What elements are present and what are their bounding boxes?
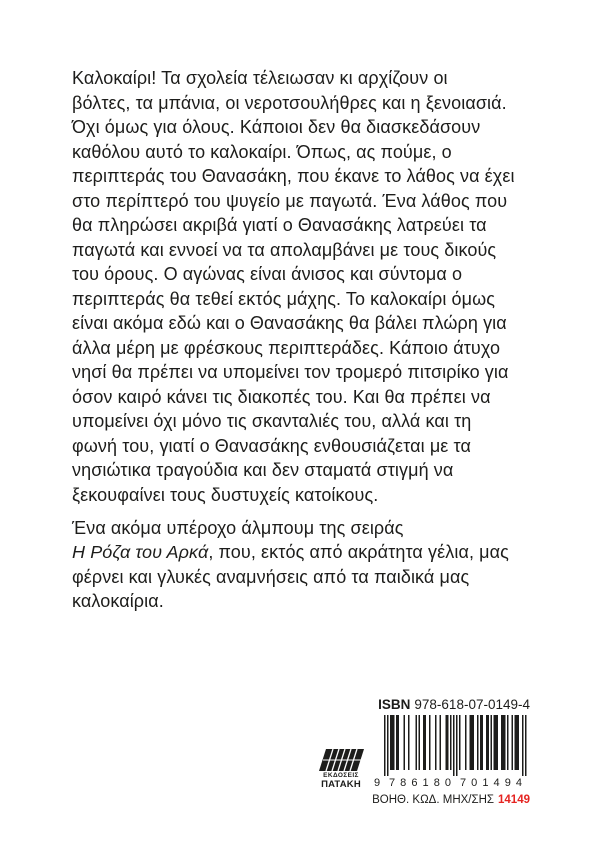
isbn [378,697,530,713]
barcode-bar [396,715,399,770]
barcode-guard-bar [387,715,389,776]
blurb-line: καλοκαίρια. [72,591,164,611]
blurb-line: θα πληρώσει ακριβά γιατί ο Θανασάκης λατρεύει τα [72,215,487,235]
barcode-right-digits: 701494 [460,777,522,789]
blurb-paragraph-2 [72,516,515,614]
blurb [72,66,515,614]
barcode-bar [465,715,467,770]
barcode-guard-bar [456,715,458,776]
barcode-bar [440,715,442,770]
blurb-line: φέρνει και γλυκές αναμνήσεις από τα παιδικά μας [72,566,470,587]
barcode-bar [423,715,426,770]
blurb-line: παγωτά και εννοεί να τα απολαμβάνει με τους δικούς [72,239,497,260]
blurb-line: είναι ακόμα εδώ και ο Θανασάκης θα βάλει πλώρη για [72,313,507,333]
blurb-line: υπομείνει όχι μόνο τις σκανταλιές του, αλλά και τη [72,411,472,431]
blurb-paragraph-1 [72,66,515,507]
barcode-bar [512,715,514,770]
blurb-line: ξεκουφαίνει τους δυστυχείς κατοίκους. [72,484,379,505]
barcode-bar [486,715,489,770]
blurb-line: του όρους. Ο αγώνας είναι άνισος και σύντομα ο [72,264,463,284]
barcode-guard-bar [453,715,455,776]
blurb-line: Ένα ακόμα υπέροχο άλμπουμ της σειράς [72,517,404,538]
blurb-line: όσον καιρό κάνει τις διακοπές του. Και θα πρέπει να [72,386,491,407]
barcode-leading-digit: 9 [374,777,381,789]
barcode-bar [480,715,483,770]
blurb-line: καθόλου αυτό το καλοκαίρι. Όπως, ας πούμε, ο [72,141,452,162]
barcode-left-digits: 786180 [389,777,451,789]
barcode-bar [390,715,395,770]
blurb-line: άλλα μέρη με φρέσκους περιπτεράδες. Κάποιο άτυχο [72,337,501,358]
barcode-bar [459,715,461,770]
barcode-bar [470,715,475,770]
series-title: Η Ρόζα του Αρκά [72,542,209,562]
publisher-name-line-2: ΠΑΤΑΚΗ [321,779,361,790]
blurb-line: νησί θα πρέπει να υπομείνει τον τρομερό πιτσιρίκο για [72,362,509,382]
barcode-guard-bar [384,715,386,776]
barcode [372,713,530,791]
barcode-bar [507,715,509,770]
isbn-label: ISBN [378,697,411,712]
barcode-bar [416,715,418,770]
barcode-guard-bar [522,715,524,776]
barcode-bar [491,715,493,770]
barcode-bar [404,715,406,770]
barcode-bar [450,715,452,770]
product-code-number: 14149 [498,794,530,806]
barcode-bar [408,715,410,770]
blurb-line: περιπτεράς θα τεθεί εκτός μάχης. Το καλοκαίρι όμως [72,288,496,309]
publisher-logo [316,748,366,790]
blurb-line: βόλτες, τα μπάνια, οι νεροτσουλήθρες και η ξενοιασιά. [72,92,507,113]
barcode-guard-bar [525,715,527,776]
barcode-bar [419,715,421,770]
blurb-line: νησιώτικα τραγούδια και δεν σταματά στιγμή να [72,460,454,480]
blurb-line: φωνή του, γιατί ο Θανασάκης ενθουσιάζεται με τα [72,435,471,456]
barcode-bar [435,715,437,770]
blurb-line: στο περίπτερό του ψυγείο με παγωτά. Ένα λάθος που [72,190,508,211]
blurb-line-text: , που, εκτός από ακράτητα γέλια, μας [208,542,509,562]
barcode-bar [501,715,506,770]
barcode-bars [384,715,527,776]
patakis-logo-icon [317,748,365,772]
blurb-line: περιπτεράς του Θανασάκη, που έκανε το λάθος να έχει [72,166,515,186]
product-code [372,793,530,808]
barcode-bar [446,715,449,770]
blurb-line: Όχι όμως για όλους. Κάποιοι δεν θα διασκεδάσουν [72,117,481,137]
barcode-bar [515,715,520,770]
publisher-name-line-1: ΕΚΔΟΣΕΙΣ [323,772,359,779]
barcode-bar [429,715,431,770]
blurb-line [72,540,515,565]
product-code-label: ΒΟΗΘ. ΚΩΔ. ΜΗΧ/ΣΗΣ [372,794,495,806]
barcode-bar [494,715,499,770]
isbn-number: 978-618-07-0149-4 [414,697,530,712]
barcode-bar [477,715,479,770]
blurb-line: Καλοκαίρι! Τα σχολεία τέλειωσαν κι αρχίζουν οι [72,68,448,88]
